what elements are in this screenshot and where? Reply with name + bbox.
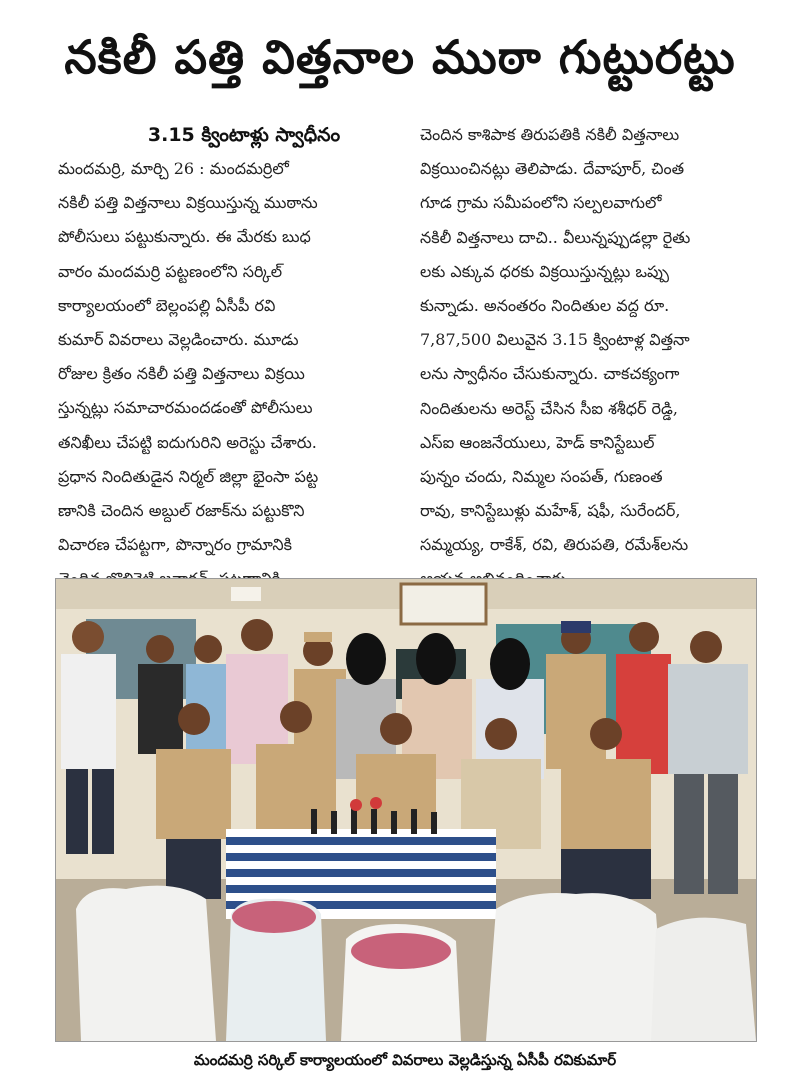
article-line: సమ్మయ్య, రాకేశ్, రవి, తిరుపతి, రమేశ్‌లను (420, 535, 689, 555)
article-line: మందమర్రి, మార్చి 26 : మందమర్రిలో (58, 159, 289, 178)
article-column-left (58, 118, 430, 596)
article-line: స్తున్నట్లు సమాచారమందడంతో పోలీసులు (58, 398, 313, 418)
article-line: గూడ గ్రామ సమీపంలోని సల్పలవాగులో (420, 193, 662, 213)
article-line: పోలీసులు పట్టుకున్నారు. ఈ మేరకు బుధ (58, 227, 311, 247)
photo-caption: మందమర్రి సర్కిల్ కార్యాలయంలో వివరాలు వెల్లడిస్తున్న ఏసీపీ రవికుమార్ (193, 1051, 617, 1069)
subheading: 3.15 క్వింటాళ్లు స్వాధీనం (147, 124, 341, 146)
photo-illustration (56, 579, 756, 1041)
article-line: ప్రధాన నిందితుడైన నిర్మల్ జిల్లా భైంసా పట్ట (58, 466, 319, 486)
article-column-right (420, 118, 792, 597)
article-line: కార్యాలయంలో బెల్లంపల్లి ఏసీపీ రవి (58, 295, 276, 315)
article-line: లకు ఎక్కువ ధరకు విక్రయిస్తున్నట్లు ఒప్పు (420, 261, 669, 281)
article-line: విచారణ చేపట్టగా, పొన్నారం గ్రామానికి (58, 535, 292, 555)
article-line: లను స్వాధీనం చేసుకున్నారు. చాకచక్యంగా (420, 364, 680, 384)
article-line: ఎస్ఐ ఆంజనేయులు, హెడ్ కానిస్టేబుల్ (420, 432, 655, 452)
headline: నకిలీ పత్తి విత్తనాల ముఠా గుట్టురట్టు (64, 30, 736, 84)
article-line: పున్నం చందు, నిమ్మల సంపత్, గుణంత (420, 466, 663, 486)
article-line: ణానికి చెందిన అబ్దుల్ రజాక్‌ను పట్టుకొని (58, 500, 305, 520)
article-line: కుమార్ వివరాలు వెల్లడించారు. మూడు (58, 329, 299, 349)
article-line: విక్రయించినట్లు తెలిపాడు. దేవాపూర్, చింత (420, 159, 685, 179)
news-photo (55, 578, 757, 1042)
article-line: తనిఖీలు చేపట్టి ఐదుగురిని అరెస్టు చేశారు. (58, 432, 317, 452)
article-line: రావు, కానిస్టేబుళ్లు మహేశ్, షఫీ, సురేందర్, (420, 501, 681, 521)
article-line: రోజుల క్రితం నకిలీ పత్తి విత్తనాలు విక్రయి (58, 364, 305, 384)
article-line: చెందిన కాశిపాక తిరుపతికి నకిలీ విత్తనాలు (420, 125, 680, 144)
article-line: 7,87,500 విలువైన 3.15 క్వింటాళ్ల విత్తనా (420, 330, 690, 350)
article-line: నకిలీ విత్తనాలు దాచి.. వీలున్నప్పుడల్లా రైతు (420, 227, 691, 247)
article-line: నిందితులను అరెస్ట్ చేసిన సీఐ శశీధర్ రెడ్డి, (420, 398, 678, 418)
article-line: కున్నాడు. అనంతరం నిందితుల వద్ద రూ. (420, 295, 670, 315)
article-line: నకిలీ పత్తి విత్తనాలు విక్రయిస్తున్న ముఠాను (58, 193, 318, 213)
article-line: వారం మందమర్రి పట్టణంలోని సర్కిల్ (58, 261, 283, 281)
